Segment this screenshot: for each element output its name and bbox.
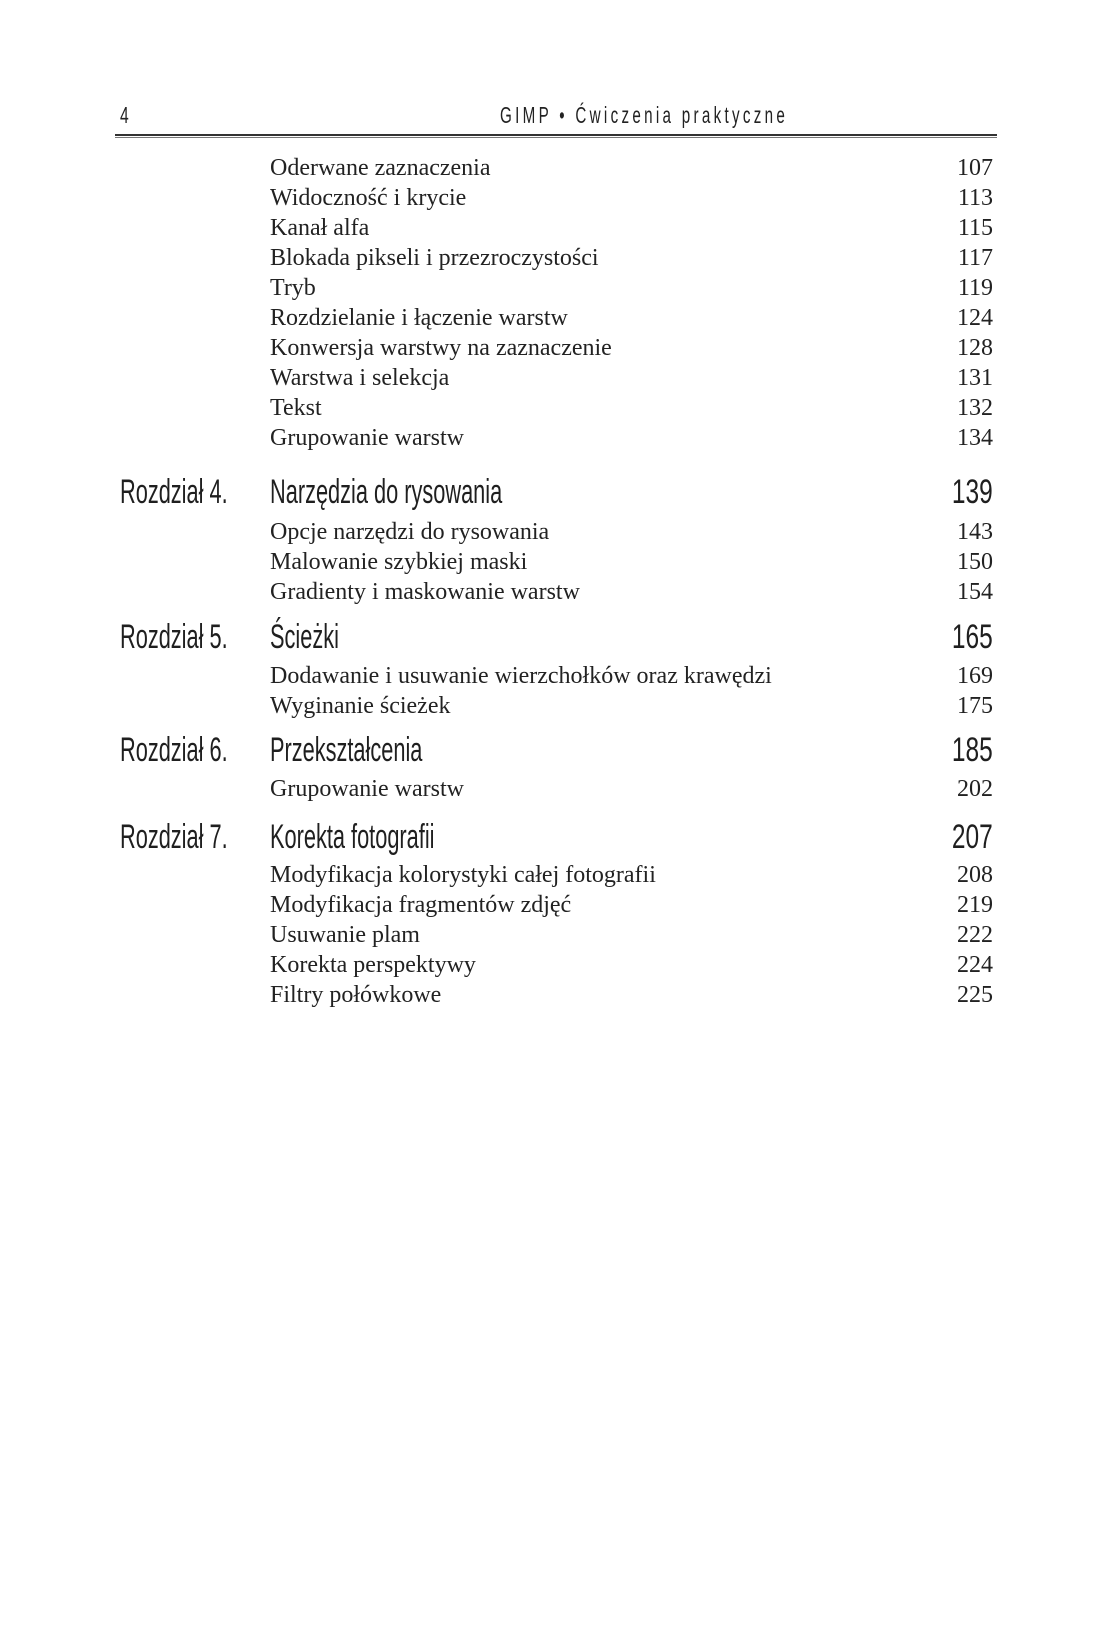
- toc-entry-title: Kanał alfa: [270, 215, 370, 241]
- toc-entry: [0, 547, 1103, 577]
- toc-entry-page: 143: [957, 519, 993, 545]
- toc-entry: [0, 890, 1103, 920]
- toc-entry: [0, 213, 1103, 243]
- chapter-page: 165: [952, 618, 993, 656]
- chapter-page: 207: [952, 818, 993, 856]
- toc-entry: [0, 333, 1103, 363]
- toc-entry-title: Tryb: [270, 275, 316, 301]
- toc-entry: [0, 860, 1103, 890]
- page-number: 4: [120, 102, 129, 128]
- toc-entry-page: 117: [957, 245, 993, 271]
- chapter-title: Przekształcenia: [270, 731, 423, 769]
- toc-entry: [0, 363, 1103, 393]
- toc-entry-page: 107: [957, 155, 993, 181]
- chapter-label: Rozdział 6.: [120, 731, 228, 769]
- toc-entry: [0, 153, 1103, 183]
- toc-entry-page: 202: [957, 776, 993, 802]
- chapter-title: Korekta fotografii: [270, 818, 435, 856]
- toc-entry-title: Grupowanie warstw: [270, 425, 464, 451]
- toc-entry-page: 131: [957, 365, 993, 391]
- toc-entry-title: Gradienty i maskowanie warstw: [270, 579, 580, 605]
- toc-entry: [0, 273, 1103, 303]
- toc-entry-page: 154: [957, 579, 993, 605]
- chapter-heading: [0, 815, 1103, 859]
- toc-entry-title: Opcje narzędzi do rysowania: [270, 519, 550, 545]
- toc-entry-title: Wyginanie ścieżek: [270, 693, 451, 719]
- toc-entry-title: Warstwa i selekcja: [270, 365, 450, 391]
- toc-entry-page: 175: [957, 693, 993, 719]
- toc-entry-page: 208: [957, 862, 993, 888]
- toc-entry-page: 115: [957, 215, 993, 241]
- toc-entry-title: Modyfikacja fragmentów zdjęć: [270, 892, 572, 918]
- toc-entry-title: Grupowanie warstw: [270, 776, 464, 802]
- toc-entry-title: Filtry połówkowe: [270, 982, 442, 1008]
- toc-entry-page: 150: [957, 549, 993, 575]
- toc-entry: [0, 920, 1103, 950]
- toc-entry: [0, 183, 1103, 213]
- toc-entry-page: 222: [957, 922, 993, 948]
- chapter-heading: [0, 470, 1103, 514]
- toc-entry-title: Rozdzielanie i łączenie warstw: [270, 305, 568, 331]
- chapter-label: Rozdział 5.: [120, 618, 228, 656]
- toc-entry: [0, 950, 1103, 980]
- chapter-page: 185: [952, 731, 993, 769]
- toc-entry-title: Oderwane zaznaczenia: [270, 155, 491, 181]
- toc-entry: [0, 243, 1103, 273]
- toc-entry-page: 224: [957, 952, 993, 978]
- toc-entry: [0, 517, 1103, 547]
- toc-entry-title: Blokada pikseli i przezroczystości: [270, 245, 599, 271]
- chapter-title: Narzędzia do rysowania: [270, 473, 503, 511]
- toc-entry-page: 225: [957, 982, 993, 1008]
- toc-entry-page: 169: [957, 663, 993, 689]
- toc-entry-page: 128: [957, 335, 993, 361]
- toc-entry-page: 132: [957, 395, 993, 421]
- chapter-title: Ścieżki: [270, 618, 339, 656]
- toc-entry-title: Malowanie szybkiej maski: [270, 549, 528, 575]
- toc-entry: [0, 423, 1103, 453]
- toc-entry-title: Tekst: [270, 395, 322, 421]
- toc-entry-title: Konwersja warstwy na zaznaczenie: [270, 335, 612, 361]
- toc-entry-title: Korekta perspektywy: [270, 952, 476, 978]
- toc-entry: [0, 303, 1103, 333]
- toc-entry: [0, 691, 1103, 721]
- toc-entry-page: 219: [957, 892, 993, 918]
- toc-entry-title: Widoczność i krycie: [270, 185, 467, 211]
- toc-entry-title: Modyfikacja kolorystyki całej fotografii: [270, 862, 656, 888]
- toc-entry-page: 113: [957, 185, 993, 211]
- chapter-page: 139: [952, 473, 993, 511]
- toc-entry-title: Dodawanie i usuwanie wierzchołków oraz krawędzi: [270, 663, 772, 689]
- toc-entry-page: 134: [957, 425, 993, 451]
- toc-entry: [0, 774, 1103, 804]
- chapter-label: Rozdział 4.: [120, 473, 228, 511]
- chapter-heading: [0, 615, 1103, 659]
- toc-entry: [0, 577, 1103, 607]
- chapter-label: Rozdział 7.: [120, 818, 228, 856]
- toc-entry-page: 124: [957, 305, 993, 331]
- toc-entry-page: 119: [957, 275, 993, 301]
- toc-entry: [0, 393, 1103, 423]
- toc-entry: [0, 980, 1103, 1010]
- running-title: GIMP • Ćwiczenia praktyczne: [500, 102, 789, 128]
- toc-entry: [0, 661, 1103, 691]
- chapter-heading: [0, 728, 1103, 772]
- toc-entry-title: Usuwanie plam: [270, 922, 420, 948]
